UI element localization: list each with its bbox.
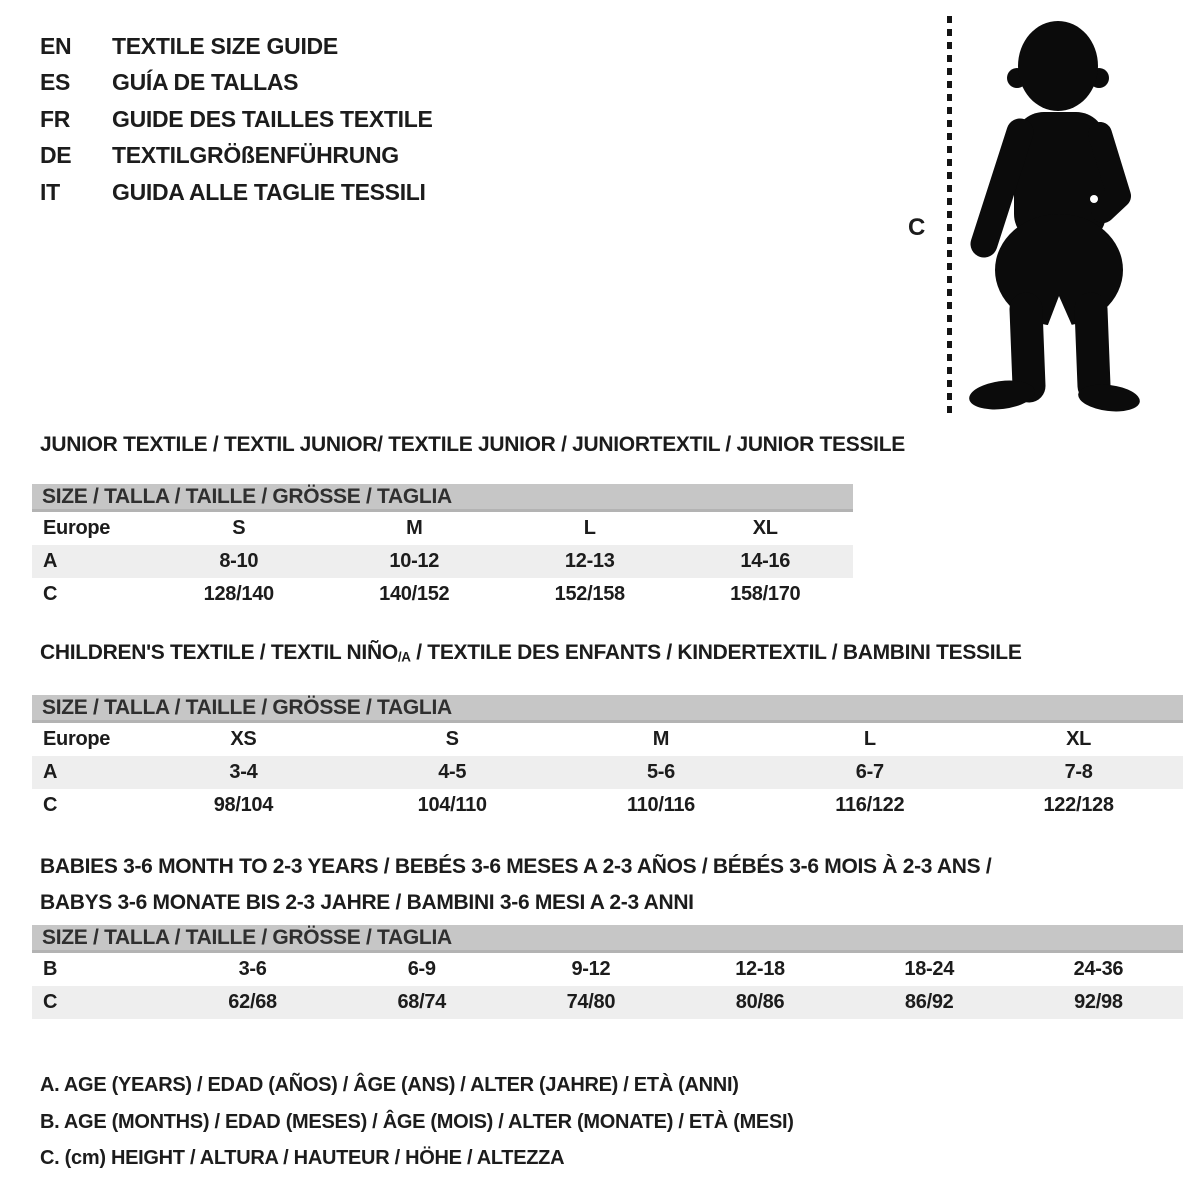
row-label: Europe [43,517,111,539]
table-title [32,849,1183,921]
table-title-text: JUNIOR TEXTILE / TEXTIL JUNIOR/ TEXTILE JUNIOR / JUNIORTEXTIL / JUNIOR TESSILE [40,433,905,456]
size-cell: L [583,517,596,539]
row-label: A [43,550,58,572]
size-cell: S [232,517,246,539]
size-cell: M [406,517,423,539]
table-title-text: /A [397,649,411,665]
size-cell: 3-6 [238,958,267,980]
size-cell: 86/92 [904,991,954,1013]
size-cell: 122/128 [1043,794,1114,817]
language-code: ES [40,69,71,96]
height-measure-dashed-line [947,16,952,414]
legend [40,1067,794,1177]
size-cell: 140/152 [379,583,450,605]
toddler-silhouette [962,14,1142,414]
legend-line-age-years: A. AGE (YEARS) / EDAD (AÑOS) / ÂGE (ANS) / ALTER (JAHRE) / ETÀ (ANNI) [40,1074,739,1096]
size-cell: 12-13 [564,550,615,572]
height-marker-label: C [908,214,926,241]
language-title: TEXTILE SIZE GUIDE [112,33,338,59]
table-row [32,789,1183,822]
size-cell: 80/86 [735,991,785,1013]
size-cell: 6-7 [855,761,884,784]
language-title: GUIDA ALLE TAGLIE TESSILI [112,178,426,205]
size-table [32,512,853,611]
size-header-label: SIZE / TALLA / TAILLE / GRÖSSE / TAGLIA [42,485,452,508]
size-cell: 92/98 [1074,991,1123,1013]
language-code: DE [40,142,72,169]
size-cell: M [652,728,670,751]
language-title-list [40,28,433,210]
size-cell: 14-16 [740,550,791,572]
size-cell: 4-5 [438,761,467,784]
size-cell: 3-4 [229,761,258,784]
table-row [32,986,1183,1019]
size-cell: 68/74 [397,991,447,1013]
row-label: Europe [43,728,111,751]
size-cell: XS [230,728,257,751]
language-row [40,137,433,173]
table-row [32,756,1183,789]
size-cell: 9-12 [571,958,611,980]
size-cell: 6-9 [407,958,436,980]
language-code: EN [40,33,72,59]
language-row [40,174,433,210]
size-table [32,723,1183,822]
row-label: B [43,958,58,980]
language-title: TEXTILGRÖßENFÜHRUNG [112,142,399,169]
language-title: GUIDE DES TAILLES TEXTILE [112,105,433,132]
legend-line-age-months: B. AGE (MONTHS) / EDAD (MESES) / ÂGE (MOIS) / ALTER (MONATE) / ETÀ (MESI) [40,1110,794,1133]
junior-textile-table [32,433,905,611]
size-cell: XL [752,517,778,539]
size-cell: L [863,728,876,751]
table-row [32,578,853,611]
size-cell: 104/110 [417,794,487,817]
row-label: A [43,761,58,784]
size-header-bar [32,925,1183,953]
row-label: C [43,991,58,1013]
language-code: IT [40,178,60,205]
language-row [40,101,433,137]
row-label: C [43,794,58,817]
size-cell: 8-10 [219,550,259,572]
size-cell: 128/140 [203,583,274,605]
size-cell: 18-24 [904,958,955,980]
size-header-bar [32,695,1183,723]
language-code: FR [40,105,71,132]
size-cell: 98/104 [213,794,274,817]
table-title-text: / TEXTILE DES ENFANTS / KINDERTEXTIL / BAMBINI TESSILE [410,641,1022,664]
size-cell: S [445,728,459,751]
size-cell: 10-12 [389,550,440,572]
size-cell: 7-8 [1064,761,1093,784]
language-title: GUÍA DE TALLAS [112,69,299,96]
table-title-text: CHILDREN'S TEXTILE / TEXTIL NIÑO [40,641,398,664]
language-row [40,28,433,64]
legend-line-height-cm: C. (cm) HEIGHT / ALTURA / HAUTEUR / HÖHE / ALTEZZA [40,1147,565,1169]
size-header-label: SIZE / TALLA / TAILLE / GRÖSSE / TAGLIA [42,926,452,949]
size-header-label: SIZE / TALLA / TAILLE / GRÖSSE / TAGLIA [42,696,452,720]
childrens-textile-table [32,642,1183,822]
row-label: C [43,583,58,605]
size-cell: 5-6 [646,761,675,784]
table-row [32,723,1183,756]
table-title-text: BABIES 3-6 MONTH TO 2-3 YEARS / BEBÉS 3-6 MESES A 2-3 AÑOS / BÉBÉS 3-6 MOIS À 2-3 ANS / [40,855,992,878]
size-header-bar [32,484,853,512]
size-cell: 158/170 [730,583,801,605]
table-title [32,642,1183,668]
size-cell: 116/122 [835,794,905,817]
size-cell: 152/158 [554,583,625,605]
babies-textile-table [32,849,1183,1019]
size-table [32,953,1183,1019]
language-row [40,64,433,100]
table-row [32,953,1183,986]
size-cell: XL [1066,728,1092,751]
table-title-text: BABYS 3-6 MONATE BIS 2-3 JAHRE / BAMBINI 3-6 MESI A 2-3 ANNI [40,891,694,914]
table-row [32,545,853,578]
size-cell: 24-36 [1073,958,1124,980]
size-cell: 110/116 [626,794,695,817]
table-row [32,512,853,545]
size-cell: 74/80 [566,991,616,1013]
size-cell: 62/68 [228,991,277,1013]
size-cell: 12-18 [735,958,785,980]
table-title [32,433,905,456]
